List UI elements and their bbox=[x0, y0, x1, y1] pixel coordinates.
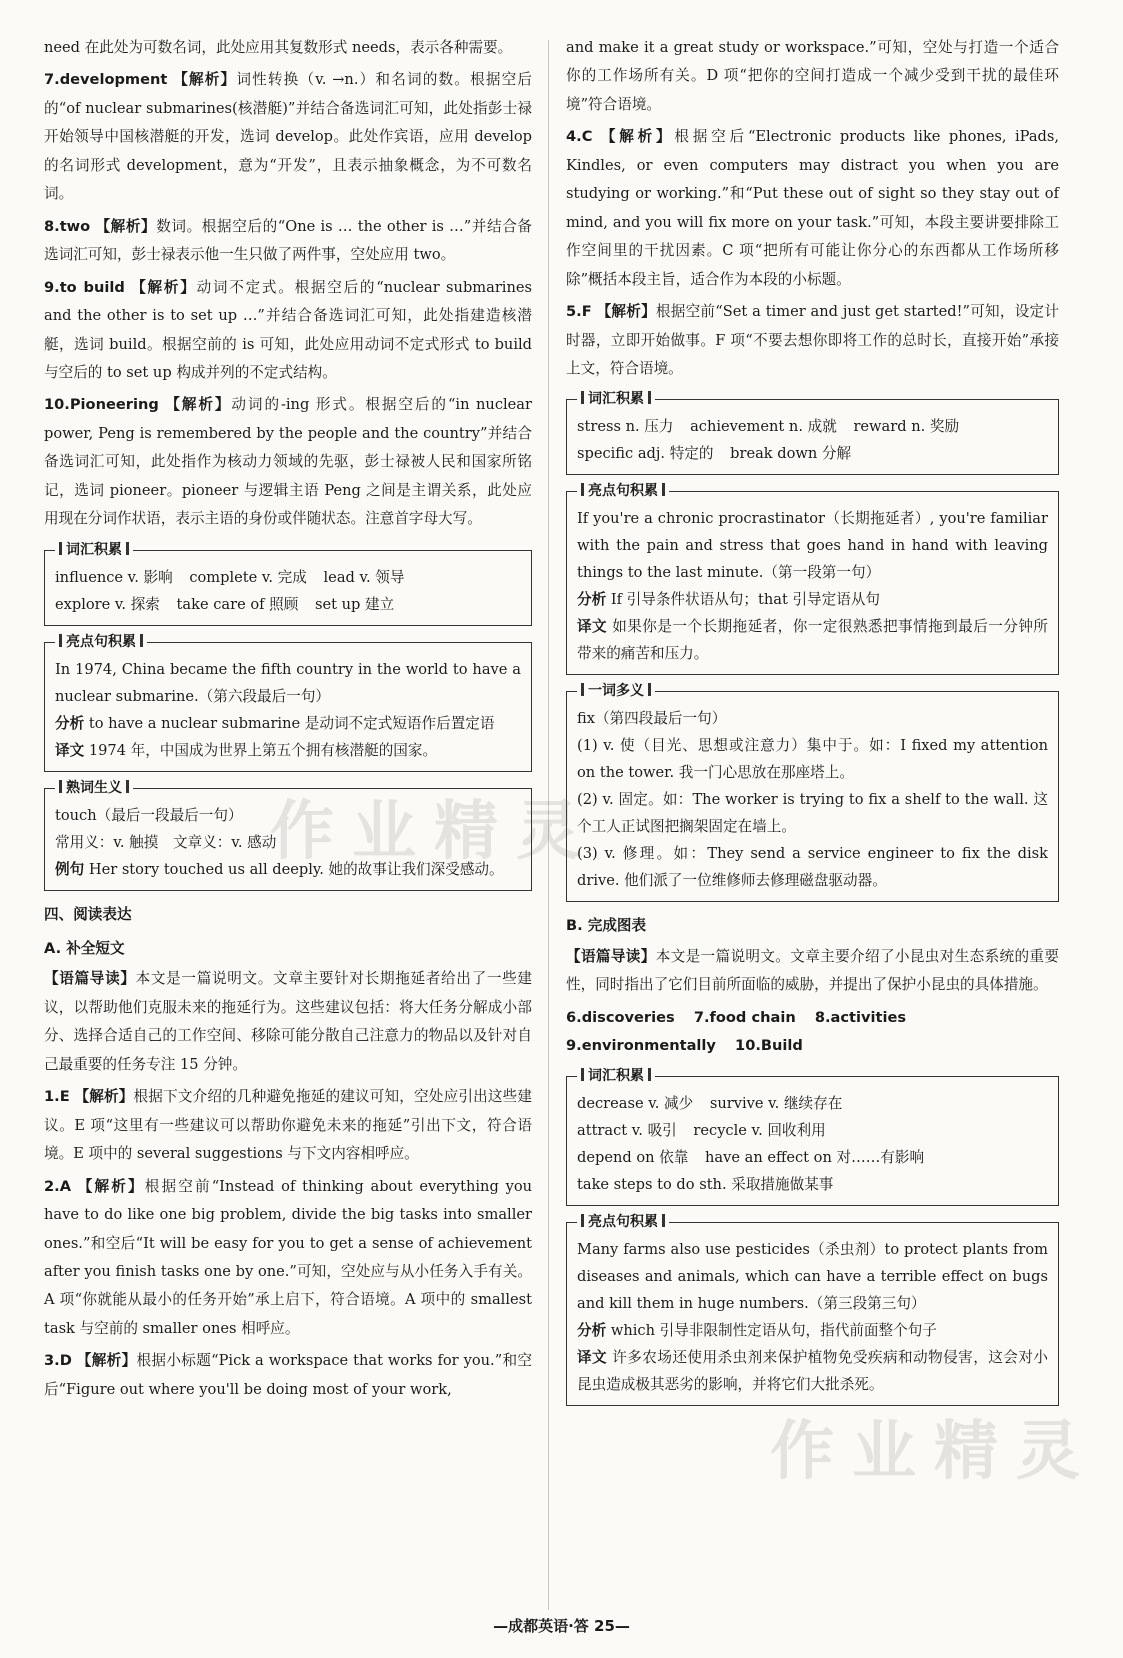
answer-b: 9.environmentally bbox=[566, 1037, 716, 1055]
column-divider bbox=[548, 40, 549, 1610]
analysis-label: 分析 bbox=[577, 591, 607, 609]
highlight-translation bbox=[577, 614, 1048, 668]
answer-a1 bbox=[44, 1083, 532, 1168]
answer-a3-tag: 【解析】 bbox=[76, 1352, 137, 1370]
translation-text: 如果你是一个长期拖延者，你一定很熟悉把事情拖到最后一分钟所带来的痛苦和压力。 bbox=[577, 618, 1048, 663]
answer-a4 bbox=[566, 123, 1059, 294]
answer-b: 8.activities bbox=[814, 1008, 907, 1026]
highlight-sentence: If you're a chronic procrastinator（长期拖延者）, you're familiar with the pain and stress that goes hand in hand with leaving things to the last minute.（第一段第一句） bbox=[577, 510, 1048, 582]
highlight-translation bbox=[577, 1345, 1048, 1399]
vocab-box-right-2 bbox=[566, 1068, 1059, 1206]
left-column bbox=[44, 34, 532, 1408]
highlight-box-title: 亮点句积累 bbox=[577, 480, 669, 502]
answer-7-text: 词性转换（v. →n.）和名词的数。根据空后的“of nuclear submarines(核潜艇)”并结合备选词汇可知，此处指彭士禄开始领导中国核潜艇的开发，选词 develop。此处作宾语，应用 develop 的名词形式 development，意为“开发”，且表示抽象概念，为不可数名词。 bbox=[44, 71, 532, 203]
vocab-box-title: 词汇积累 bbox=[55, 539, 133, 561]
answer-b: 7.food chain bbox=[693, 1008, 796, 1026]
answer-8-tag: 【解析】 bbox=[95, 217, 157, 235]
vocab-box-left bbox=[44, 541, 532, 626]
highlight-analysis bbox=[577, 1318, 1048, 1345]
vocab-box-right bbox=[566, 391, 1059, 475]
section-4-heading: 四、阅读表达 bbox=[44, 905, 132, 923]
answer-8 bbox=[44, 213, 532, 270]
watermark: 作业精灵 bbox=[770, 1415, 1098, 1489]
polysemy-meaning: (3) v. 修理。如：They send a service engineer to fix the disk drive. 他们派了一位维修师去修理磁盘驱动器。 bbox=[577, 845, 1048, 890]
answer-10-text: 动词的-ing 形式。根据空后的“in nuclear power, Peng is remembered by the people and the country”并结合备选词汇可知，此处指作为核动力领域的先驱，彭士禄被人民和国家所铭记，选词 pioneer。pioneer 与逻辑主语 Peng 之间是主谓关系，此处应用现在分词作状语，表示主语的身份或伴随状态。注意首字母大写。 bbox=[44, 396, 532, 528]
familiar-word-title: 熟词生义 bbox=[55, 777, 133, 799]
highlight-box-left bbox=[44, 633, 532, 772]
intro-text: need 在此处为可数名词，此处应用其复数形式 needs，表示各种需要。 bbox=[44, 39, 513, 56]
answer-a2-text: 根据空前“Instead of thinking about everything you have to do like one big problem, divide the big tasks into smaller ones.”和空后“It will be easy for you to get a sense of achievement after you finish tasks one by one.”可知，空处应与从小任务入手有关。A 项“你就能从最小的任务开始”承上启下，符合语境。A 项中的 smallest task 与空前的 smaller ones 相呼应。 bbox=[44, 1177, 533, 1337]
vocab-item: achievement n. 成就 bbox=[690, 418, 837, 436]
answer-a2-key: 2.A bbox=[44, 1177, 71, 1195]
vocab-box-title: 词汇积累 bbox=[577, 1065, 655, 1087]
answer-a3-text: 根据小标题“Pick a workspace that works for you.”和空后“Figure out where you'll be doing most of your work, bbox=[44, 1352, 533, 1398]
vocab-item: lead v. 领导 bbox=[323, 568, 405, 586]
answer-9-text: 动词不定式。根据空后的“nuclear submarines and the other is to set up …”并结合备选词汇可知，此处指建造核潜艇，选词 build。根据空前的 is 可知，此处应用动词不定式形式 to build 与空后的 to set up 构成并列的不定式结构。 bbox=[44, 278, 532, 381]
vocab-item: influence v. 影响 bbox=[55, 568, 173, 586]
vocab-row bbox=[577, 1172, 1048, 1199]
answer-a3-continued: and make it a great study or workspace.”可知，空处与打造一个适合你的工作场所有关。D 项“把你的空间打造成一个减少受到干扰的最佳环境”符合语境。 bbox=[566, 39, 1059, 113]
polysemy-word: fix（第四段最后一句） bbox=[577, 710, 727, 728]
answer-a5-tag: 【解析】 bbox=[596, 303, 656, 321]
answer-a3-key: 3.D bbox=[44, 1352, 72, 1370]
vocab-item: stress n. 压力 bbox=[577, 418, 674, 436]
vocab-item: attract v. 吸引 bbox=[577, 1122, 677, 1140]
familiar-word-example bbox=[55, 857, 521, 884]
vocab-item: take steps to do sth. 采取措施做某事 bbox=[577, 1176, 834, 1194]
translation-label: 译文 bbox=[55, 741, 85, 759]
vocab-row bbox=[577, 441, 1048, 468]
example-text: Her story touched us all deeply. 她的故事让我们深受感动。 bbox=[88, 860, 504, 878]
answer-10-key: 10.Pioneering bbox=[44, 396, 159, 414]
answer-a5 bbox=[566, 298, 1059, 383]
polysemy-meaning: (1) v. 使（目光、思想或注意力）集中于。如：I fixed my attention on the tower. 我一门心思放在那座塔上。 bbox=[577, 737, 1048, 782]
polysemy-box bbox=[566, 683, 1059, 902]
translation-label: 译文 bbox=[577, 618, 608, 636]
analysis-text: to have a nuclear submarine 是动词不定式短语作后置定语 bbox=[88, 714, 495, 732]
guide-text: 本文是一篇说明文。文章主要针对长期拖延者给出了一些建议，以帮助他们克服未来的拖延行为。这些建议包括：将大任务分解成小部分、选择合适自己的工作空间、移除可能分散自己注意力的物品以及针对自己最重要的任务专注 15 分钟。 bbox=[44, 970, 532, 1073]
vocab-item: decrease v. 减少 bbox=[577, 1095, 694, 1113]
page-footer: —成都英语·答 25— bbox=[493, 1617, 630, 1635]
answer-a4-text: 根据空后“Electronic products like phones, iPads, Kindles, or even computers may distract you when you are studying or working.”和“Put these out of sight so they stay out of mind, and you will fix more on your task.”可知，本段主要讲要排除工作空间里的干扰因素。C 项“把所有可能让你分心的东西都从工作场所移除”概括本段主旨，适合作为本段的小标题。 bbox=[566, 128, 1059, 288]
watermark: 作业精灵 bbox=[270, 795, 598, 869]
analysis-text: If 引导条件状语从句；that 引导定语从句 bbox=[610, 591, 881, 609]
guide-text: 本文是一篇说明文。文章主要介绍了小昆虫对生态系统的重要性，同时指出了它们目前所面临的威胁，并提出了保护小昆虫的具体措施。 bbox=[566, 947, 1059, 994]
highlight-box-right bbox=[566, 483, 1059, 675]
answer-a4-key: 4.C bbox=[566, 128, 593, 146]
vocab-item: take care of 照顾 bbox=[176, 595, 299, 613]
vocab-row bbox=[577, 1091, 1048, 1118]
vocab-item: specific adj. 特定的 bbox=[577, 445, 714, 463]
answer-a4-tag: 【解析】 bbox=[600, 128, 675, 146]
answer-7-key: 7.development bbox=[44, 71, 168, 89]
guide-label: 【语篇导读】 bbox=[566, 947, 656, 965]
answer-a2-tag: 【解析】 bbox=[77, 1177, 145, 1195]
highlight-analysis bbox=[55, 711, 521, 738]
highlight-box-title: 亮点句积累 bbox=[55, 631, 147, 653]
vocab-item: explore v. 探索 bbox=[55, 595, 160, 613]
translation-label: 译文 bbox=[577, 1349, 608, 1367]
guide-label: 【语篇导读】 bbox=[44, 970, 136, 988]
vocab-item: have an effect on 对……有影响 bbox=[705, 1149, 925, 1167]
answer-a1-key: 1.E bbox=[44, 1088, 70, 1106]
answers-b bbox=[566, 1004, 1059, 1061]
answer-a5-text: 根据空前“Set a timer and just get started!”可知，设定计时器，立即开始做事。F 项“不要去想你即将工作的总时长，直接开始”承接上文，符合语境。 bbox=[566, 303, 1059, 377]
guide-b bbox=[566, 943, 1059, 1000]
familiar-word: touch（最后一段最后一句） bbox=[55, 806, 243, 824]
vocab-item: reward n. 奖励 bbox=[853, 418, 960, 436]
vocab-item: depend on 依靠 bbox=[577, 1149, 689, 1167]
vocab-item: complete v. 完成 bbox=[189, 568, 307, 586]
answer-a5-key: 5.F bbox=[566, 303, 592, 321]
answer-7-tag: 【解析】 bbox=[173, 71, 237, 89]
answer-9-key: 9.to build bbox=[44, 278, 125, 296]
vocab-row bbox=[577, 1118, 1048, 1145]
answer-a2 bbox=[44, 1173, 532, 1344]
answer-b: 10.Build bbox=[735, 1037, 803, 1055]
polysemy-meaning: (2) v. 固定。如：The worker is trying to fix a shelf to the wall. 这个工人正试图把搁架固定在墙上。 bbox=[577, 791, 1048, 836]
translation-text: 许多农场还使用杀虫剂来保护植物免受疾病和动物侵害，这会对小昆虫造成极其恶劣的影响，并将它们大批杀死。 bbox=[577, 1349, 1048, 1394]
vocab-row bbox=[577, 414, 1048, 441]
highlight-box-title: 亮点句积累 bbox=[577, 1211, 669, 1233]
translation-text: 1974 年，中国成为世界上第五个拥有核潜艇的国家。 bbox=[88, 741, 438, 759]
highlight-analysis bbox=[577, 587, 1048, 614]
analysis-text: which 引导非限制性定语从句，指代前面整个句子 bbox=[610, 1322, 937, 1340]
vocab-row bbox=[55, 592, 521, 619]
section-b-heading: B. 完成图表 bbox=[566, 917, 647, 935]
answer-9-tag: 【解析】 bbox=[131, 278, 197, 296]
highlight-box-right-2 bbox=[566, 1214, 1059, 1406]
answer-8-text: 数词。根据空后的“One is … the other is …”并结合备选词汇可知，彭士禄表示他一生只做了两件事，空处应用 two。 bbox=[44, 217, 532, 264]
answer-b: 6.discoveries bbox=[566, 1008, 675, 1026]
vocab-row bbox=[577, 1145, 1048, 1172]
example-label: 例句 bbox=[55, 860, 85, 878]
highlight-translation bbox=[55, 738, 521, 765]
answer-a1-text: 根据下文介绍的几种避免拖延的建议可知，空处应引出这些建议。E 项“这里有一些建议可以帮助你避免未来的拖延”引出下文，符合语境。E 项中的 several suggestions 与下文内容相呼应。 bbox=[44, 1088, 532, 1163]
analysis-label: 分析 bbox=[55, 714, 85, 732]
vocab-row bbox=[55, 565, 521, 592]
answer-a3 bbox=[44, 1347, 532, 1404]
familiar-word-meanings: 常用义：v. 触摸 文章义：v. 感动 bbox=[55, 833, 277, 851]
vocab-item: set up 建立 bbox=[315, 595, 395, 613]
answer-10-tag: 【解析】 bbox=[165, 396, 232, 414]
vocab-box-title: 词汇积累 bbox=[577, 388, 655, 410]
vocab-item: survive v. 继续存在 bbox=[709, 1095, 843, 1113]
guide-a bbox=[44, 965, 532, 1079]
answer-7 bbox=[44, 66, 532, 208]
highlight-sentence: Many farms also use pesticides（杀虫剂）to protect plants from diseases and animals, which can have a terrible effect on bugs and kill them in huge numbers.（第三段第三句） bbox=[577, 1241, 1048, 1313]
answer-8-key: 8.two bbox=[44, 217, 91, 235]
answer-a1-tag: 【解析】 bbox=[74, 1088, 134, 1106]
polysemy-title: 一词多义 bbox=[577, 680, 655, 702]
answer-10 bbox=[44, 391, 532, 533]
familiar-word-box bbox=[44, 779, 532, 891]
vocab-item: break down 分解 bbox=[730, 445, 852, 463]
right-column bbox=[566, 34, 1059, 1416]
answer-9 bbox=[44, 274, 532, 388]
vocab-item: recycle v. 回收利用 bbox=[693, 1122, 826, 1140]
analysis-label: 分析 bbox=[577, 1322, 607, 1340]
section-a-heading: A. 补全短文 bbox=[44, 940, 125, 958]
highlight-sentence: In 1974, China became the fifth country in the world to have a nuclear submarine.（第六段最后一句） bbox=[55, 660, 521, 705]
